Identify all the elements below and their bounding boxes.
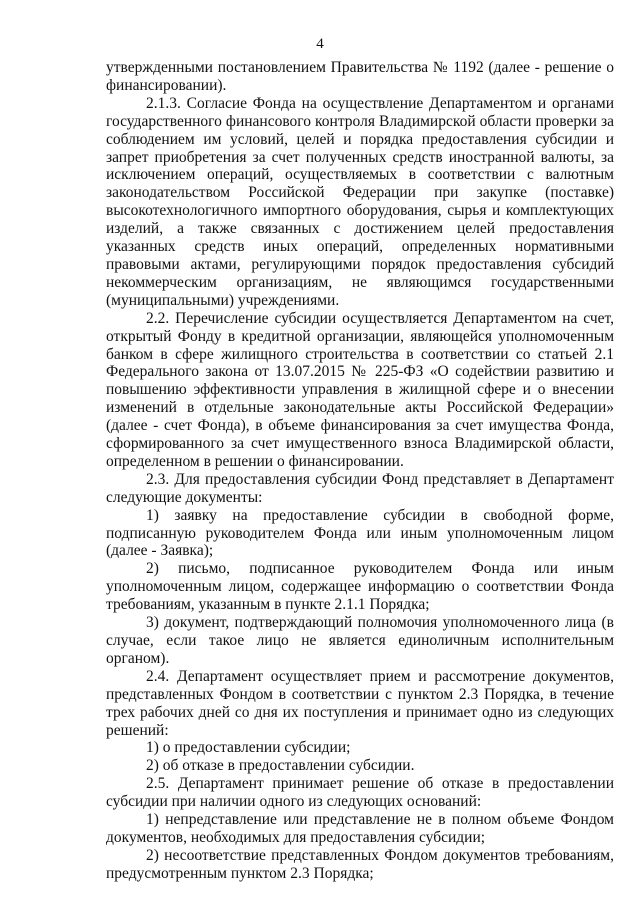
list-item-2-3-2: 2) письмо, подписанное руководителем Фонда или иным уполномоченным лицом, содержащее информацию о соответствии Фонда требованиям, указанным в пункте 2.1.1 Порядка;	[106, 560, 614, 614]
paragraph-2-3: 2.3. Для предоставления субсидии Фонд представляет в Департамент следующие документы:	[106, 470, 614, 506]
list-item-2-5-2: 2) несоответствие представленных Фондом документов требованиям, предусмотренным пунктом 2.3 Порядка;	[106, 846, 614, 882]
list-item-2-4-1: 1) о предоставлении субсидии;	[146, 739, 351, 757]
paragraph-2-2: 2.2. Перечисление субсидии осуществляется Департаментом на счет, открытый Фонду в кредитной организации, являющейся уполномоченным банком в сфере жилищного строительства в соответствии со статьей 2.1 Федерального закона от 13.07.2015 № 225-ФЗ «О содействии развитию и повышению эффективности управления в жилищной сфере и о внесении изменений в отдельные законодательные акты Российской Федерации» (далее - счет Фонда), в объеме финансирования за счет имущества Фонда, сформированного за счет имущественного взноса Владимирской области, определенном в решении о финансировании.	[106, 309, 614, 470]
page-number: 4	[316, 36, 324, 52]
list-item-2-4-2: 2) об отказе в предоставлении субсидии.	[146, 757, 415, 775]
paragraph-2-1-3: 2.1.3. Согласие Фонда на осуществление Департаментом и органами государственного финансового контроля Владимирской области проверки за соблюдением им условий, целей и порядка предоставления субсидии и запрет приобретения за счет полученных средств иностранной валюты, за исключением операций, осуществляемых в соответствии с валютным законодательством Российской Федерации при закупке (поставке) высокотехнологичного импортного оборудования, сырья и комплектующих изделий, а также связанных с достижением целей предоставления указанных средств иных операций, определенных нормативными правовыми актами, регулирующими порядок предоставления субсидий некоммерческим организациям, не являющимся государственными (муниципальными) учреждениями.	[106, 94, 614, 309]
list-item-2-3-1: 1) заявку на предоставление субсидии в свободной форме, подписанную руководителем Фонда или иным уполномоченным лицом (далее - Заявка);	[106, 506, 614, 560]
list-item-2-3-3: 3) документ, подтверждающий полномочия уполномоченного лица (в случае, если такое лицо не является единоличным исполнительным органом).	[106, 614, 614, 667]
paragraph-2-4: 2.4. Департамент осуществляет прием и рассмотрение документов, представленных Фондом в соответствии с пунктом 2.3 Порядка, в течение трех рабочих дней со дня их поступления и принимает одно из следующих решений:	[106, 667, 614, 739]
paragraph-2-5: 2.5. Департамент принимает решение об отказе в предоставлении субсидии при наличии одного из следующих оснований:	[106, 775, 614, 811]
document-body	[106, 59, 614, 883]
list-item-2-5-1: 1) непредставление или представление не в полном объеме Фондом документов, необходимых для предоставления субсидии;	[106, 811, 614, 846]
paragraph-continuation: утвержденными постановлением Правительства № 1192 (далее - решение о финансировании).	[106, 59, 614, 94]
